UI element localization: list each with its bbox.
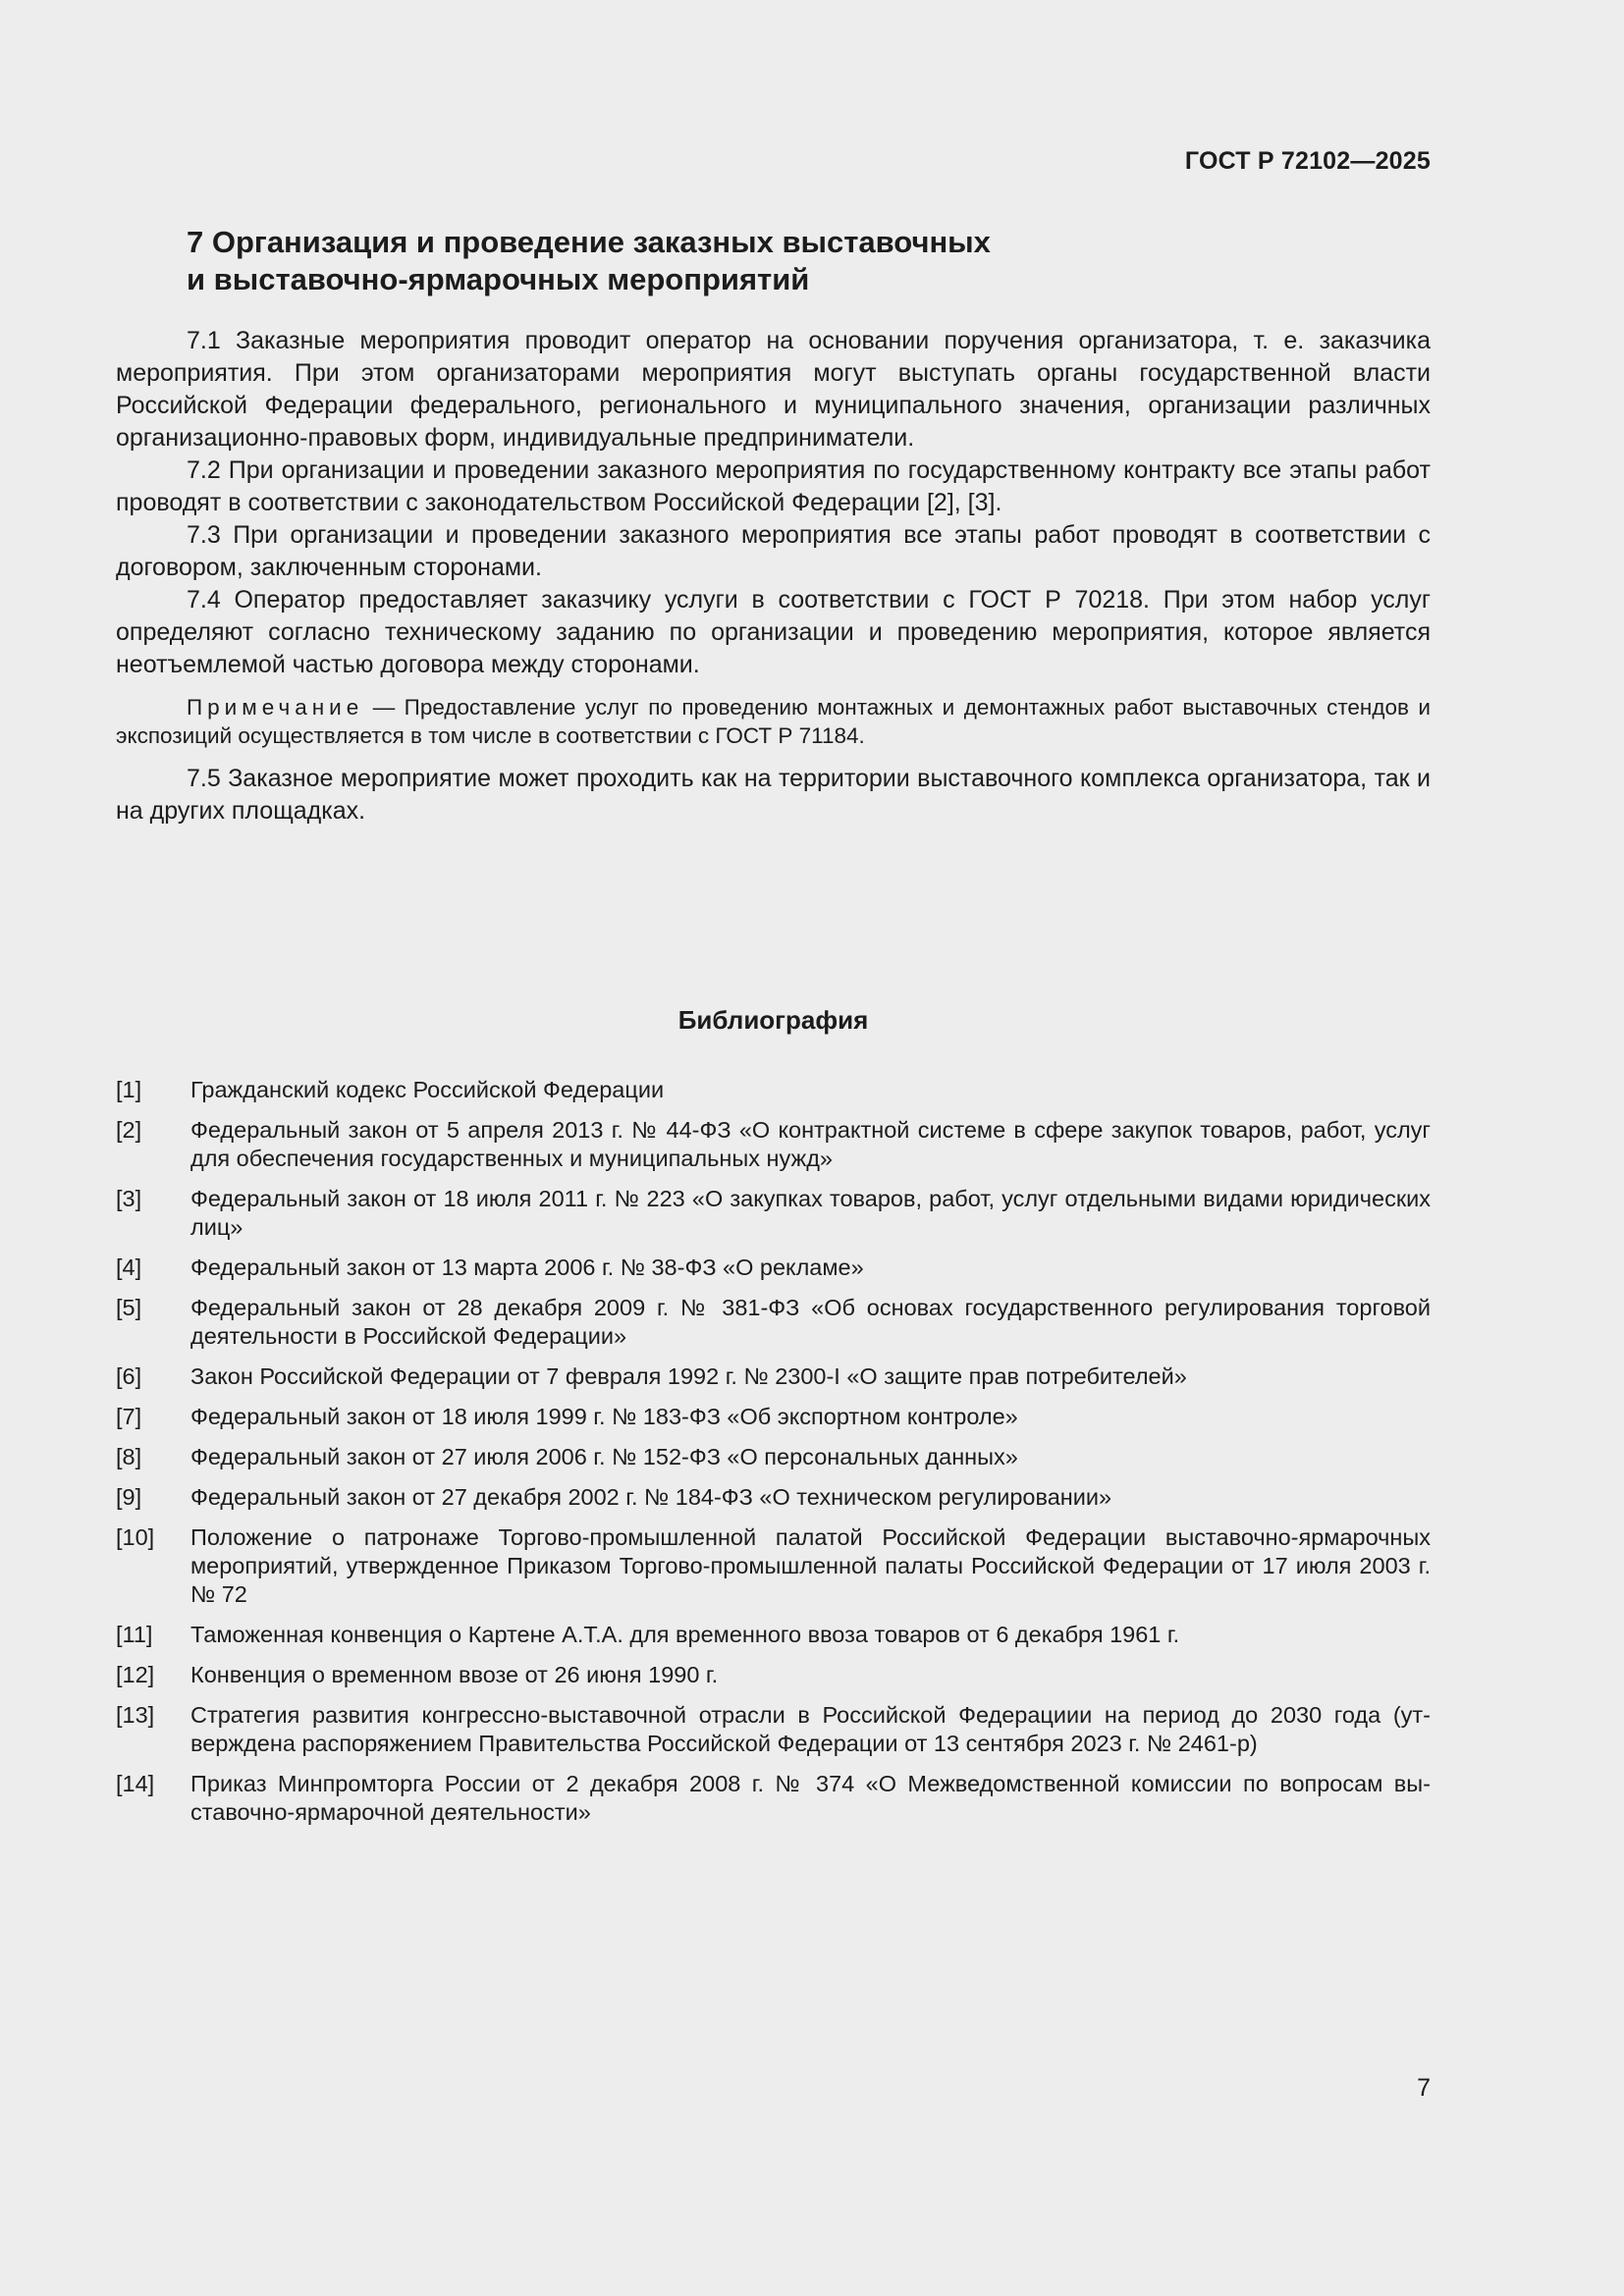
section-title-line-1: 7 Организация и проведение заказных выставочных (187, 225, 991, 259)
bibliography-item-text: Гражданский кодекс Российской Федерации (190, 1077, 665, 1102)
bibliography-item (116, 1701, 1431, 1758)
bibliography-item (116, 1403, 1431, 1431)
bibliography-item (116, 1523, 1431, 1609)
paragraph-7-4: 7.4 Оператор предоставляет заказчику услуги в соответствии с ГОСТ Р 70218. При этом набор услуг определяют согласно техническому заданию по организации и проведению мероприятия, которое является неотъемлемой частью договора между сторонами. (116, 586, 1431, 678)
section-title-line-2: и выставочно-ярмарочных мероприятий (187, 262, 810, 296)
bibliography-item (116, 1483, 1431, 1512)
bibliography-item-number: [12] (116, 1662, 155, 1687)
document-page (116, 0, 1431, 2296)
bibliography-item-text: Положение о патронаже Торгово-промышленной палатой Российской Федерации выставочно-ярмарочных мероприятий, утвержденное Приказом Торгово-промышленной палаты Российской Федерации от 17 июля 2003 г. № 72 (190, 1524, 1431, 1607)
note-text: — Предоставление услуг по проведению монтажных и демонтажных работ выставочных стендов и экспозиций осуществляется в том числе в соответствии с ГОСТ Р 71184. (116, 695, 1431, 748)
bibliography-item (116, 1362, 1431, 1391)
note (116, 693, 1431, 750)
bibliography-item (116, 1076, 1431, 1104)
bibliography-item-text: Приказ Минпромторга России от 2 декабря 2008 г. № 374 «О Межведомственной комиссии по вопросам выставочно-ярмарочной деятельности» (190, 1771, 1431, 1825)
bibliography-item-number: [1] (116, 1077, 142, 1102)
section-body (116, 325, 1431, 828)
bibliography-item (116, 1661, 1431, 1689)
paragraph-7-1: 7.1 Заказные мероприятия проводит оператор на основании поручения организатора, т. е. заказчика мероприятия. При этом организаторами мероприятия могут выступать органы государственной власти Российской Федерации федерального, регионального и муниципального значения, организации различных организационно-правовых форм, индивидуальные предприниматели. (116, 327, 1431, 452)
bibliography-item-text: Стратегия развития конгрессно-выставочной отрасли в Российской Федерациии на период до 2030 года (утверждена распоряжением Правительства Российской Федерации от 13 сентября 2023 г. № 2461-р) (190, 1702, 1431, 1756)
bibliography-item-text: Федеральный закон от 18 июля 2011 г. № 223 «О закупках товаров, работ, услуг отдельными видами юридических лиц» (190, 1186, 1431, 1240)
bibliography-item-number: [2] (116, 1117, 142, 1143)
bibliography-item-number: [14] (116, 1771, 155, 1796)
bibliography-item-number: [8] (116, 1444, 142, 1469)
bibliography-item-number: [11] (116, 1622, 153, 1647)
bibliography-item (116, 1770, 1431, 1827)
bibliography-item-number: [7] (116, 1404, 142, 1429)
bibliography-item-number: [4] (116, 1255, 142, 1280)
bibliography-item (116, 1443, 1431, 1471)
bibliography-item (116, 1294, 1431, 1351)
bibliography-item-text: Федеральный закон от 5 апреля 2013 г. № 44-ФЗ «О контрактной системе в сфере закупок товаров, работ, услуг для обеспечения государственных и муниципальных нужд» (190, 1117, 1431, 1171)
bibliography-heading: Библиография (677, 1005, 869, 1035)
bibliography-list (116, 1076, 1431, 1839)
page-number: 7 (1417, 2074, 1431, 2102)
section-title (187, 224, 1168, 298)
paragraph-7-2: 7.2 При организации и проведении заказного мероприятия по государственному контракту все этапы работ проводят в соответствии с законодательством Российской Федерации [2], [3]. (116, 456, 1431, 516)
bibliography-item-text: Конвенция о временном ввозе от 26 июня 1990 г. (190, 1662, 719, 1687)
paragraph-7-3: 7.3 При организации и проведении заказного мероприятия все этапы работ проводят в соответствии с договором, заключенным сторонами. (116, 521, 1431, 581)
bibliography-item (116, 1116, 1431, 1173)
paragraph-7-5: 7.5 Заказное мероприятие может проходить как на территории выставочного комплекса организатора, так и на других площадках. (116, 765, 1431, 825)
bibliography-item-text: Федеральный закон от 18 июля 1999 г. № 183-ФЗ «Об экспортном контроле» (190, 1404, 1018, 1429)
bibliography-item (116, 1185, 1431, 1242)
bibliography-item-text: Таможенная конвенция о Картене А.Т.А. для временного ввоза товаров от 6 декабря 1961 г. (190, 1622, 1180, 1647)
bibliography-item-text: Федеральный закон от 27 декабря 2002 г. № 184-ФЗ «О техническом регулировании» (190, 1484, 1112, 1510)
bibliography-item-number: [10] (116, 1524, 155, 1550)
bibliography-item-text: Федеральный закон от 27 июля 2006 г. № 152-ФЗ «О персональных данных» (190, 1444, 1018, 1469)
bibliography-item-number: [6] (116, 1363, 142, 1389)
bibliography-item-text: Закон Российской Федерации от 7 февраля 1992 г. № 2300-I «О защите прав потребителей» (190, 1363, 1187, 1389)
bibliography-item-number: [3] (116, 1186, 142, 1211)
bibliography-item-number: [5] (116, 1295, 142, 1320)
bibliography-item-text: Федеральный закон от 13 марта 2006 г. № 38-ФЗ «О рекламе» (190, 1255, 864, 1280)
document-code: ГОСТ Р 72102—2025 (1184, 147, 1431, 175)
bibliography-item (116, 1254, 1431, 1282)
bibliography-item-text: Федеральный закон от 28 декабря 2009 г. № 381-ФЗ «Об основах государственного регулирования торговой деятельности в Российской Федерации» (190, 1295, 1431, 1349)
bibliography-item (116, 1621, 1431, 1649)
bibliography-item-number: [13] (116, 1702, 155, 1728)
bibliography-item-number: [9] (116, 1484, 142, 1510)
note-label: Примечание (187, 695, 364, 720)
